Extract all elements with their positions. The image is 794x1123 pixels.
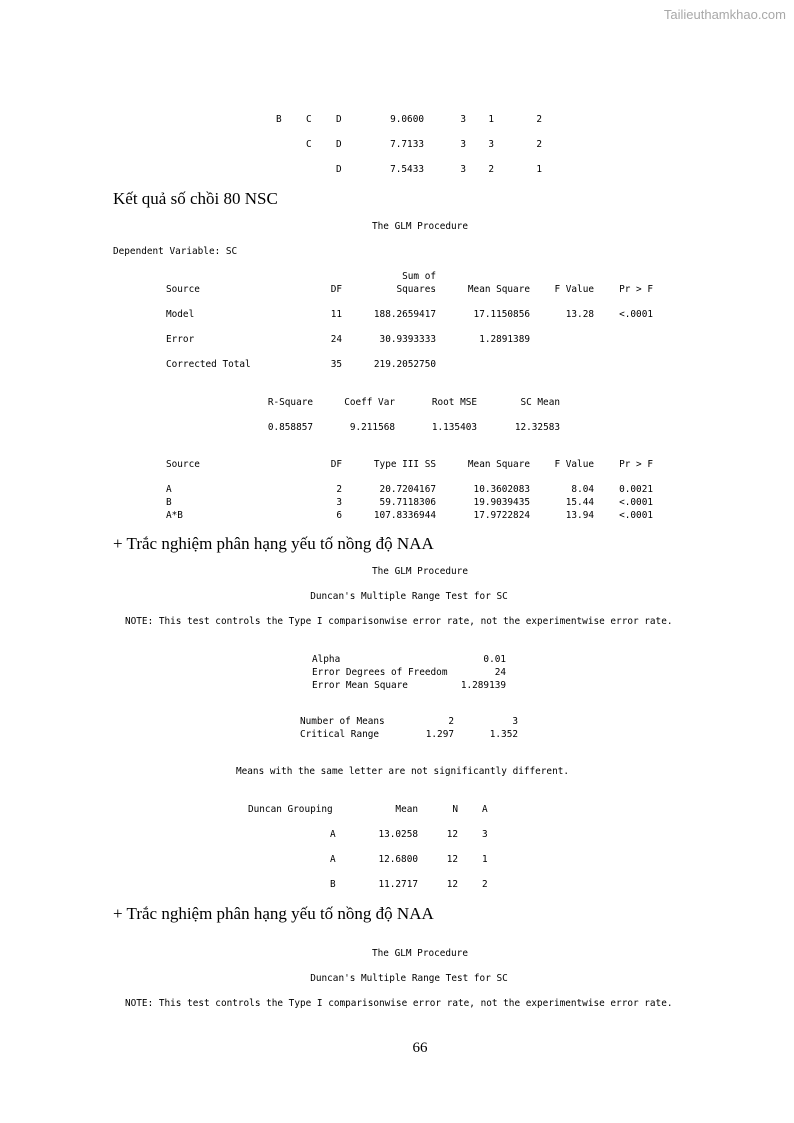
grouping-mean: 13.0258 bbox=[378, 829, 418, 840]
type3-f: 8.04 bbox=[571, 484, 594, 495]
param-label: Error Degrees of Freedom bbox=[312, 667, 448, 678]
grouping-letter: A bbox=[330, 854, 336, 865]
group-n: 3 bbox=[460, 139, 466, 150]
fit-value: 12.32583 bbox=[514, 422, 560, 433]
duncan-title: Duncan's Multiple Range Test for SC bbox=[310, 591, 508, 602]
ranges-means: 3 bbox=[512, 716, 518, 727]
group-mean: 9.0600 bbox=[390, 114, 424, 125]
grouping-level: 3 bbox=[482, 829, 488, 840]
section-heading: Kết quả số chồi 80 NSC bbox=[113, 189, 278, 208]
means-note: Means with the same letter are not significantly different. bbox=[236, 766, 570, 777]
note: NOTE: This test controls the Type I comparisonwise error rate, not the experimentwise error rate. bbox=[125, 616, 673, 627]
type3-ss: 59.7118306 bbox=[379, 497, 436, 508]
type3-df: 2 bbox=[336, 484, 342, 495]
grouping-n: 12 bbox=[446, 829, 458, 840]
type3-header-f: F Value bbox=[554, 459, 594, 470]
type3-p: <.0001 bbox=[619, 497, 653, 508]
procedure-title: The GLM Procedure bbox=[372, 221, 468, 232]
ranges-value: 1.297 bbox=[425, 729, 454, 740]
anova-source: Corrected Total bbox=[166, 359, 251, 370]
fit-header: R-Square bbox=[267, 397, 313, 408]
anova-ss: 30.9393333 bbox=[379, 334, 436, 345]
type3-source: B bbox=[166, 497, 172, 508]
anova-source: Error bbox=[166, 334, 195, 345]
type3-header-ms: Mean Square bbox=[467, 459, 530, 470]
dependent-variable: Dependent Variable: SC bbox=[113, 246, 238, 257]
ranges-value: 1.352 bbox=[489, 729, 518, 740]
grouping-level: 2 bbox=[482, 879, 488, 890]
param-value: 24 bbox=[494, 667, 506, 678]
grouping-header-mean: Mean bbox=[395, 804, 418, 815]
fit-header: Coeff Var bbox=[344, 397, 395, 408]
group-letter: C bbox=[306, 139, 312, 150]
grouping-mean: 12.6800 bbox=[378, 854, 418, 865]
anova-ms: 17.1150856 bbox=[473, 309, 530, 320]
fit-header: Root MSE bbox=[431, 397, 477, 408]
param-value: 1.289139 bbox=[460, 680, 506, 691]
grouping-n: 12 bbox=[446, 854, 458, 865]
fit-value: 0.858857 bbox=[267, 422, 313, 433]
anova-df: 11 bbox=[330, 309, 342, 320]
type3-ms: 17.9722824 bbox=[473, 510, 530, 521]
watermark: Tailieuthamkhao.com bbox=[663, 7, 786, 22]
grouping-letter: A bbox=[330, 829, 336, 840]
grouping-header-n: N bbox=[452, 804, 458, 815]
group-letter: D bbox=[336, 164, 342, 175]
group-factor-a: 1 bbox=[488, 114, 494, 125]
type3-source: A bbox=[166, 484, 172, 495]
group-factor-a: 3 bbox=[488, 139, 494, 150]
anova-ss: 219.2052750 bbox=[373, 359, 436, 370]
grouping-level: 1 bbox=[482, 854, 488, 865]
group-letter: B bbox=[276, 114, 282, 125]
group-n: 3 bbox=[460, 114, 466, 125]
group-letter: C bbox=[306, 114, 312, 125]
group-factor-b: 1 bbox=[536, 164, 542, 175]
grouping-letter: B bbox=[330, 879, 336, 890]
grouping-n: 12 bbox=[446, 879, 458, 890]
fit-value: 9.211568 bbox=[349, 422, 395, 433]
group-letter: D bbox=[336, 139, 342, 150]
param-label: Error Mean Square bbox=[312, 680, 408, 691]
procedure-title: The GLM Procedure bbox=[372, 566, 468, 577]
anova-header-ss-top: Sum of bbox=[402, 271, 436, 282]
type3-df: 6 bbox=[336, 510, 342, 521]
anova-header-df: DF bbox=[330, 284, 342, 295]
section-heading: + Trắc nghiệm phân hạng yếu tố nồng độ NAA bbox=[113, 534, 434, 553]
type3-ms: 19.9039435 bbox=[473, 497, 530, 508]
type3-f: 13.94 bbox=[565, 510, 594, 521]
page-number: 66 bbox=[412, 1040, 428, 1056]
anova-header-ss: Squares bbox=[396, 284, 436, 295]
group-n: 3 bbox=[460, 164, 466, 175]
group-mean: 7.7133 bbox=[390, 139, 424, 150]
param-label: Alpha bbox=[312, 654, 341, 665]
group-factor-b: 2 bbox=[536, 139, 542, 150]
type3-df: 3 bbox=[336, 497, 342, 508]
anova-header-source: Source bbox=[166, 284, 200, 295]
anova-ms: 1.2891389 bbox=[479, 334, 530, 345]
note: NOTE: This test controls the Type I comparisonwise error rate, not the experimentwise error rate. bbox=[125, 998, 673, 1009]
anova-header-p: Pr > F bbox=[619, 284, 653, 295]
ranges-label: Number of Means bbox=[300, 716, 385, 727]
anova-df: 24 bbox=[330, 334, 342, 345]
type3-ss: 20.7204167 bbox=[379, 484, 436, 495]
grouping-header: Duncan Grouping bbox=[248, 804, 333, 815]
type3-header-ss: Type III SS bbox=[373, 459, 436, 470]
section-heading: + Trắc nghiệm phân hạng yếu tố nồng độ NAA bbox=[113, 904, 434, 923]
grouping-header-factor: A bbox=[482, 804, 488, 815]
type3-header-p: Pr > F bbox=[619, 459, 653, 470]
param-value: 0.01 bbox=[483, 654, 506, 665]
type3-header-df: DF bbox=[330, 459, 342, 470]
anova-p: <.0001 bbox=[619, 309, 653, 320]
type3-source: A*B bbox=[166, 510, 183, 521]
grouping-mean: 11.2717 bbox=[378, 879, 418, 890]
type3-p: 0.0021 bbox=[619, 484, 653, 495]
group-mean: 7.5433 bbox=[390, 164, 424, 175]
ranges-label: Critical Range bbox=[300, 729, 380, 740]
group-factor-b: 2 bbox=[536, 114, 542, 125]
type3-ms: 10.3602083 bbox=[473, 484, 530, 495]
anova-header-ms: Mean Square bbox=[467, 284, 530, 295]
duncan-title: Duncan's Multiple Range Test for SC bbox=[310, 973, 508, 984]
type3-f: 15.44 bbox=[565, 497, 594, 508]
anova-ss: 188.2659417 bbox=[373, 309, 436, 320]
anova-df: 35 bbox=[330, 359, 342, 370]
type3-ss: 107.8336944 bbox=[373, 510, 436, 521]
ranges-means: 2 bbox=[448, 716, 454, 727]
fit-value: 1.135403 bbox=[431, 422, 477, 433]
procedure-title: The GLM Procedure bbox=[372, 948, 468, 959]
type3-header-source: Source bbox=[166, 459, 200, 470]
group-letter: D bbox=[336, 114, 342, 125]
anova-f: 13.28 bbox=[565, 309, 594, 320]
anova-source: Model bbox=[166, 309, 195, 320]
fit-header: SC Mean bbox=[520, 397, 560, 408]
type3-p: <.0001 bbox=[619, 510, 653, 521]
group-factor-a: 2 bbox=[488, 164, 494, 175]
anova-header-f: F Value bbox=[554, 284, 594, 295]
